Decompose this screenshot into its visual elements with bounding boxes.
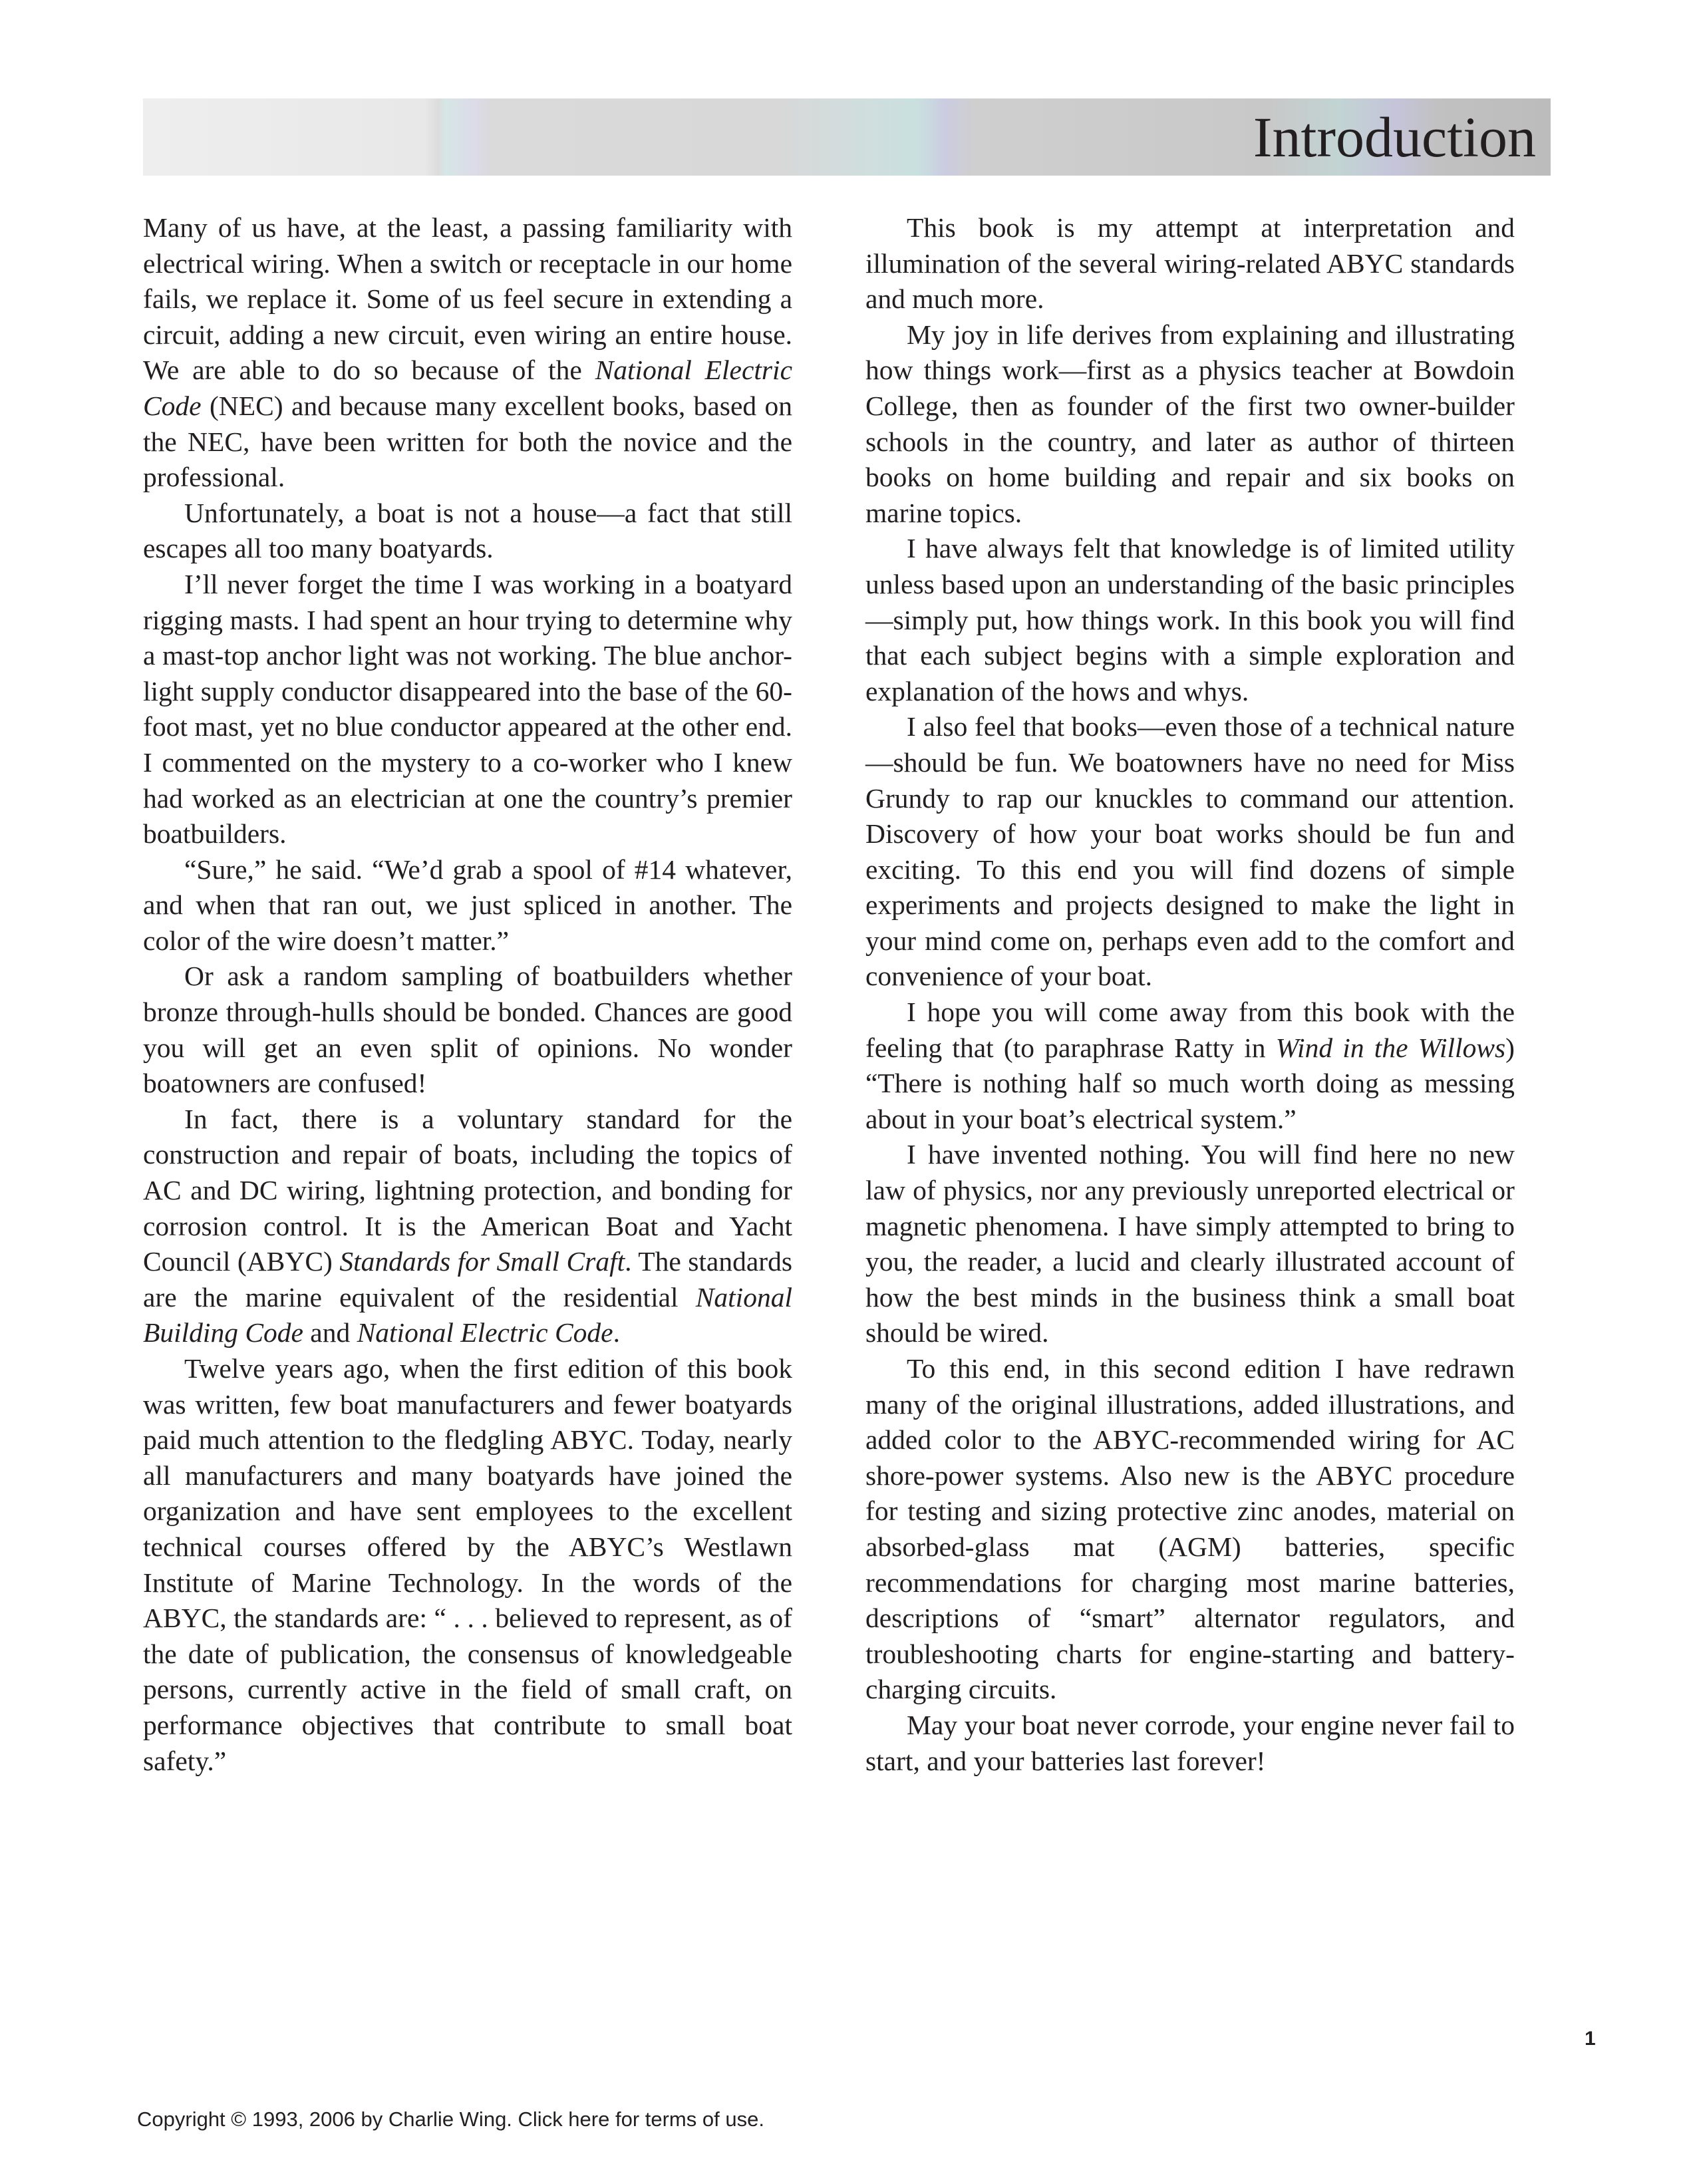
paragraph: “Sure,” he said. “We’d grab a spool of #14 whatever, and when that ran out, we just spliced in another. The color of the wire doesn’t matter.” (143, 854, 792, 956)
copyright-link[interactable]: Copyright © 1993, 2006 by Charlie Wing. Click here for terms of use. (137, 2107, 764, 2131)
paragraph: This book is my attempt at interpretation and illumination of the several wiring-related ABYC standards and much more. (865, 212, 1515, 315)
paragraph: I have invented nothing. You will find here no new law of physics, nor any previously unreported electrical or magnetic phenomena. I have simply attempted to bring to you, the reader, a lucid and clearly illustrated account of how the best minds in the business think a small boat should be wired. (865, 1139, 1515, 1348)
paragraph: My joy in life derives from explaining and illustrating how things work—first as a physics teacher at Bowdoin College, then as founder of the first two owner-builder schools in the country, and later as author of thirteen books on home building and repair and six books on marine topics. (865, 319, 1515, 528)
paragraph: Many of us have, at the least, a passing familiarity with electrical wiring. When a switch or receptacle in our home fails, we replace it. Some of us feel secure in extending a circuit, adding a new circuit, even wiring an entire house. We are able to do so because of the National Electric Code (NEC) and because many excellent books, based on the NEC, have been written for both the novice and the professional. (143, 212, 793, 493)
chapter-banner (143, 98, 1551, 176)
page-number: 1 (1585, 2028, 1596, 2050)
paragraph: May your boat never corrode, your engine never fail to start, and your batteries last forever! (865, 1709, 1515, 1776)
paragraph: I also feel that books—even those of a technical nature—should be fun. We boatowners have no need for Miss Grundy to rap our knuckles to command our attention. Discovery of how your boat works should be fun and exciting. To this end you will find dozens of simple experiments and projects designed to make the light in your mind come on, perhaps even add to the comfort and convenience of your boat. (865, 711, 1515, 992)
paragraph: To this end, in this second edition I have redrawn many of the original illustrations, added illustrations, and added color to the ABYC-recommended wiring for AC shore-power systems. Also new is the ABYC procedure for testing and sizing protective zinc anodes, material on absorbed-glass mat (AGM) batteries, specific recommendations for charging most marine batteries, descriptions of “smart” alternator regulators, and troubleshooting charts for engine-starting and battery-charging circuits. (865, 1353, 1515, 1705)
paragraph: Unfortunately, a boat is not a house—a fact that still escapes all too many boatyards. (143, 497, 792, 564)
left-column (143, 210, 792, 1779)
paragraph: I have always felt that knowledge is of limited utility unless based upon an understanding of the basic principles—simply put, how things work. In this book you will find that each subject begins with a simple exploration and explanation of the hows and whys. (865, 533, 1515, 706)
paragraph: I’ll never forget the time I was working in a boatyard rigging masts. I had spent an hour trying to determine why a mast-top anchor light was not working. The blue anchor-light supply conductor disappeared into the base of the 60-foot mast, yet no blue conductor appeared at the other end. I commented on the mystery to a co-worker who I knew had worked as an electrician at one the country’s premier boatbuilders. (143, 568, 792, 850)
paragraph: Or ask a random sampling of boatbuilders whether bronze through-hulls should be bonded. Chances are good you will get an even split of opinions. No wonder boatowners are confused! (143, 961, 792, 1099)
chapter-title: Introduction (1253, 105, 1536, 169)
paragraph: In fact, there is a voluntary standard for the construction and repair of boats, including the topics of AC and DC wiring, lightning protection, and bonding for corrosion control. It is the American Boat and Yacht Council (ABYC) Standards for Small Craft. The standards are the marine equivalent of the residential National Building Code and National Electric Code. (143, 1103, 792, 1348)
right-column (865, 210, 1515, 1779)
paragraph: I hope you will come away from this book with the feeling that (to paraphrase Ratty in Wind in the Willows) “There is nothing half so much worth doing as messing about in your boat’s electrical system.” (865, 997, 1515, 1134)
paragraph: Twelve years ago, when the first edition of this book was written, few boat manufacturers and fewer boatyards paid much attention to the fledgling ABYC. Today, nearly all manufacturers and many boatyards have joined the organization and have sent employees to the excellent technical courses offered by the ABYC’s Westlawn Institute of Marine Technology. In the words of the ABYC, the standards are: “ . . . believed to represent, as of the date of publication, the consensus of knowledgeable persons, currently active in the field of small craft, on performance objectives that contribute to small boat safety.” (143, 1353, 792, 1776)
